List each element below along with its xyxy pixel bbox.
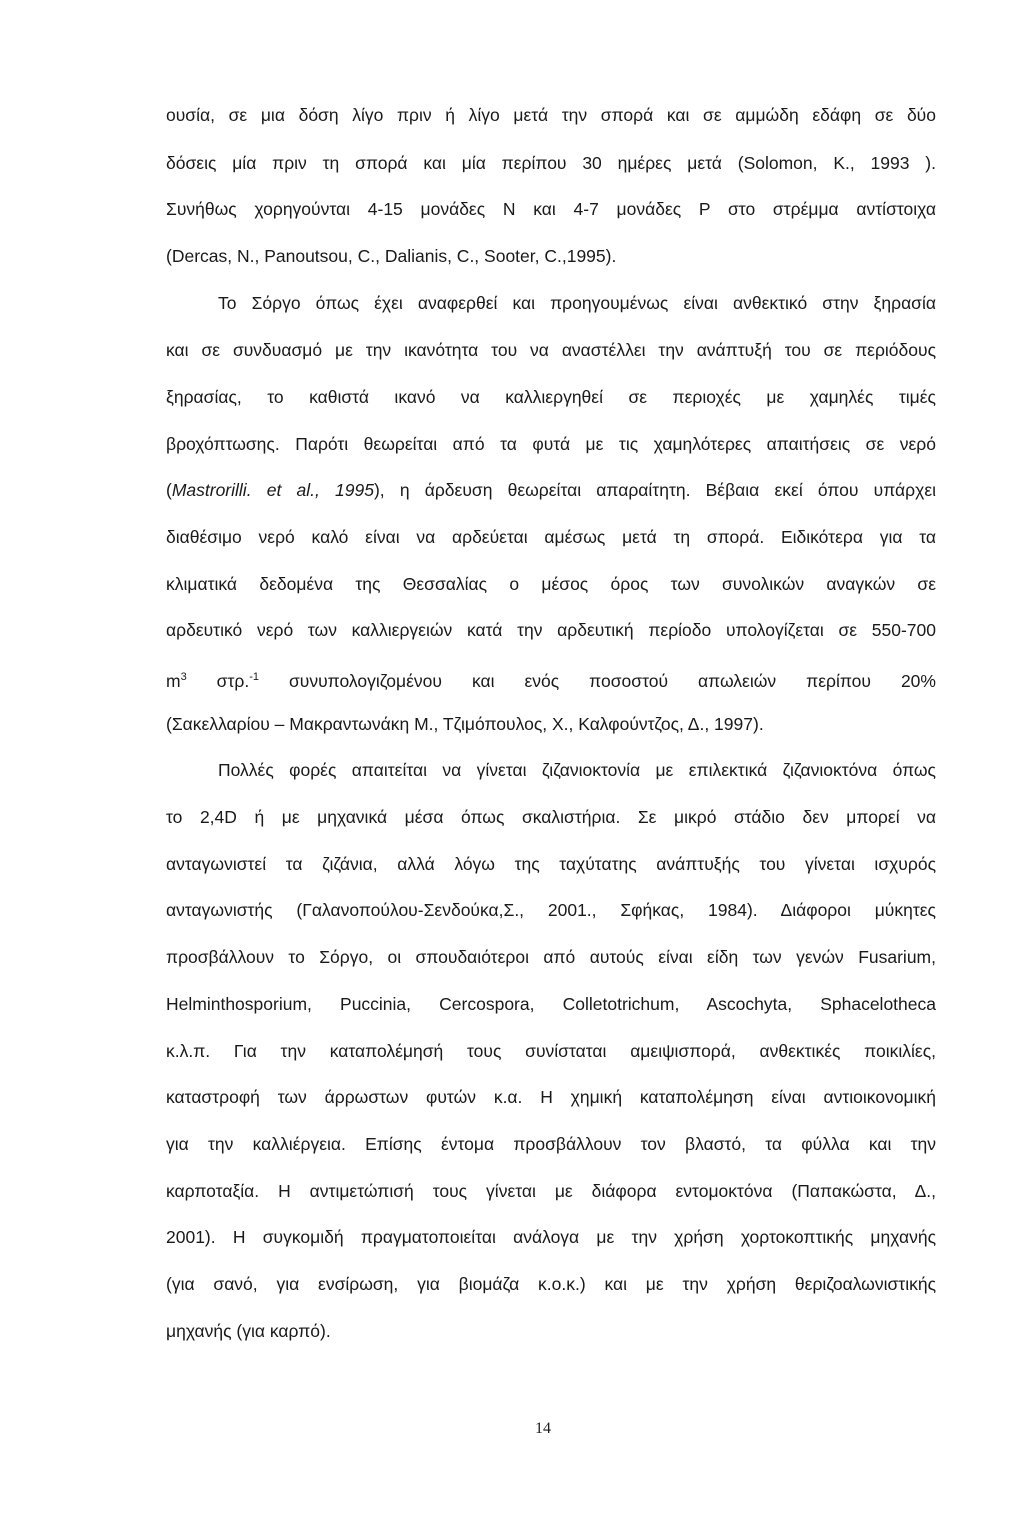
page-number: 14	[535, 1420, 551, 1437]
text-line: βροχόπτωσης. Παρότι θεωρείται από τα φυτά με τις χαμηλότερες απαιτήσεις σε νερό	[166, 434, 936, 454]
citation-rest: ), η άρδευση θεωρείται απαραίτητη. Βέβαια εκεί όπου υπάρχει	[373, 480, 937, 500]
text-line: κ.λ.π. Για την καταπολέμησή τους συνίσταται αμειψισπορά, ανθεκτικές ποικιλίες,	[166, 1041, 936, 1061]
text-line: καρποταξία. Η αντιμετώπισή τους γίνεται με διάφορα εντομοκτόνα (Παπακώστα, Δ.,	[166, 1181, 936, 1201]
text-line: και σε συνδυασμό με την ικανότητα του να αναστέλλει την ανάπτυξή του σε περιόδους	[166, 340, 936, 360]
text-line: το 2,4D ή με μηχανικά μέσα όπως σκαλιστήρια. Σε μικρό στάδιο δεν μπορεί να	[166, 807, 936, 827]
text-line: διαθέσιμο νερό καλό είναι να αρδεύεται αμέσως μετά τη σπορά. Ειδικότερα για τα	[166, 527, 936, 547]
citation-line	[166, 478, 936, 502]
text-line: (Dercas, N., Panoutsou, C., Dalianis, C., Sooter, C.,1995).	[166, 246, 617, 266]
text-line: καταστροφή των άρρωστων φυτών κ.α. Η χημική καταπολέμηση είναι αντιοικονομική	[166, 1087, 936, 1107]
text-line: (για σανό, για ενσίρωση, για βιομάζα κ.ο.κ.) και με την χρήση θεριζοαλωνιστικής	[166, 1274, 936, 1294]
unit-superscript-3: 3	[180, 671, 187, 683]
text-line: Helminthosporium, Puccinia, Cercospora, Colletotrichum, Ascochyta, Sphacelotheca	[166, 994, 936, 1014]
text-line: 2001). Η συγκομιδή πραγματοποιείται ανάλογα με την χρήση χορτοκοπτικής μηχανής	[166, 1227, 936, 1247]
paragraph-start-line: Το Σόργο όπως έχει αναφερθεί και προηγουμένως είναι ανθεκτικό στην ξηρασία	[218, 293, 936, 313]
text-line: κλιματικά δεδομένα της Θεσσαλίας ο μέσος όρος των συνολικών αναγκών σε	[166, 574, 936, 594]
text-line: ουσία, σε μια δόση λίγο πριν ή λίγο μετά την σπορά και σε αμμώδη εδάφη σε δύο	[166, 105, 936, 125]
text-line: προσβάλλουν το Σόργο, οι σπουδαιότεροι από αυτούς είναι είδη των γενών Fusarium,	[166, 947, 936, 967]
citation-authors: Mastrorilli. et al.	[171, 480, 315, 500]
text-line: μηχανής (για καρπό).	[166, 1321, 331, 1341]
unit-rest: συνυπολογιζομένου και ενός ποσοστού απωλειών περίπου 20%	[259, 670, 936, 691]
unit-superscript-minus-1: -1	[249, 671, 259, 683]
citation-open: (	[166, 480, 172, 500]
text-line: ανταγωνιστής (Γαλανοπούλου-Σενδούκα,Σ., 2001., Σφήκας, 1984). Διάφοροι μύκητες	[166, 900, 936, 920]
citation-year: , 1995	[314, 480, 374, 500]
unit-str: στρ.	[186, 670, 250, 691]
unit-m: m	[166, 670, 181, 691]
text-line: (Σακελλαρίου – Μακραντωνάκη Μ., Τζιμόπουλος, Χ., Καλφούντζος, Δ., 1997).	[166, 714, 764, 734]
paragraph-start-line: Πολλές φορές απαιτείται να γίνεται ζιζανιοκτονία με επιλεκτικά ζιζανιοκτόνα όπως	[218, 760, 936, 780]
text-line: για την καλλιέργεια. Επίσης έντομα προσβάλλουν τον βλαστό, τα φύλλα και την	[166, 1134, 936, 1154]
unit-line	[166, 665, 936, 693]
text-line: ανταγωνιστεί τα ζιζάνια, αλλά λόγω της ταχύτατης ανάπτυξής του γίνεται ισχυρός	[166, 854, 936, 874]
text-line: Συνήθως χορηγούνται 4-15 μονάδες Ν και 4-7 μονάδες P στο στρέμμα αντίστοιχα	[166, 199, 936, 219]
text-line: ξηρασίας, το καθιστά ικανό να καλλιεργηθεί σε περιοχές με χαμηλές τιμές	[166, 387, 936, 407]
text-line: αρδευτικό νερό των καλλιεργειών κατά την αρδευτική περίοδο υπολογίζεται σε 550-700	[166, 620, 936, 640]
text-line: δόσεις μία πριν τη σπορά και μία περίπου 30 ημέρες μετά (Solomon, K., 1993 ).	[166, 153, 936, 173]
